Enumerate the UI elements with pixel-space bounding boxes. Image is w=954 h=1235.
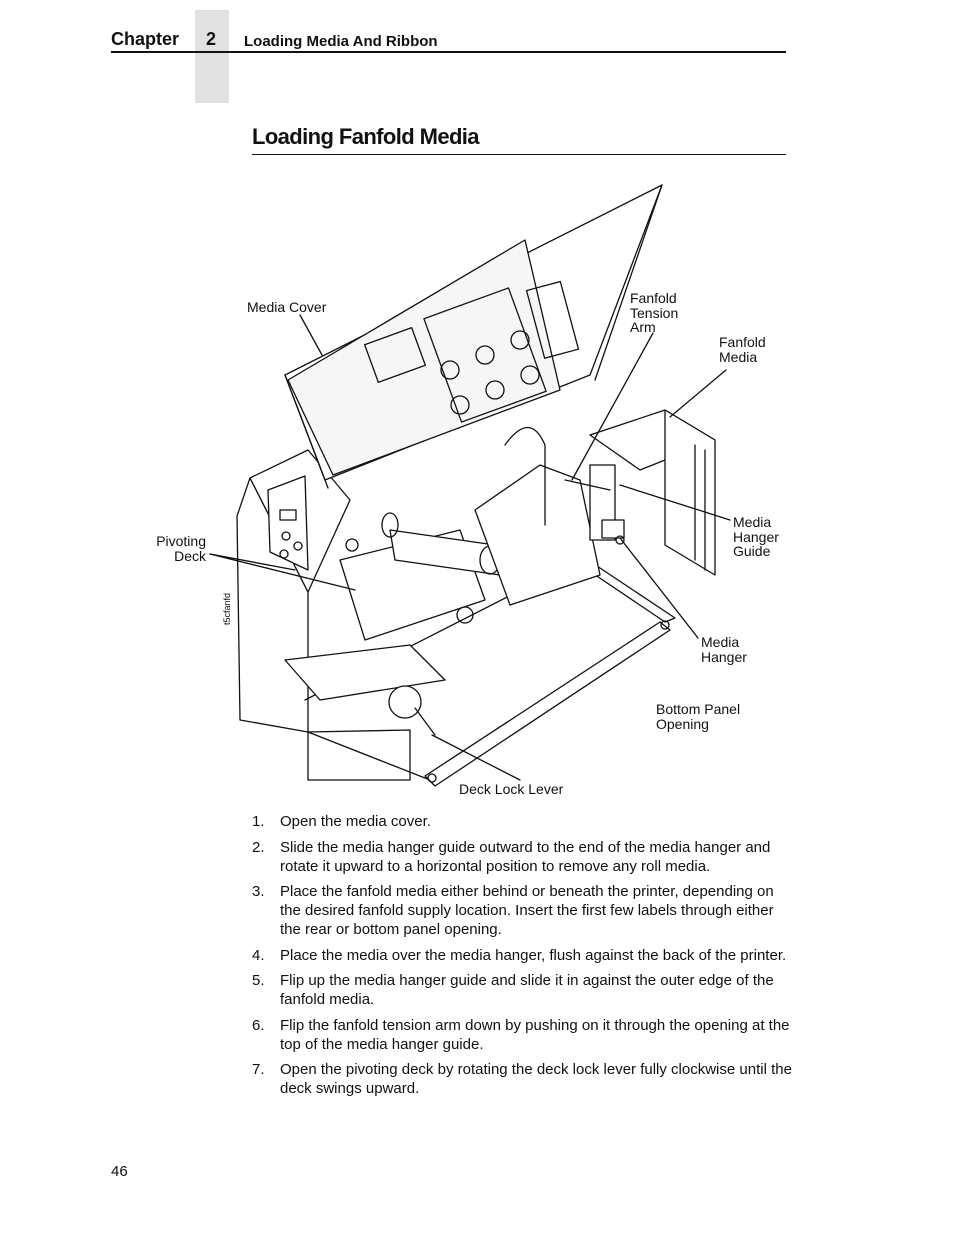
chapter-label: Chapter <box>111 29 180 49</box>
callout-media-cover: Media Cover <box>247 299 327 315</box>
callout-fanfold-tension-arm: Fanfold Tension Arm <box>630 290 679 335</box>
header-rule <box>111 51 786 53</box>
step-text: Flip the fanfold tension arm down by pushing on it through the opening at the top of the media hanger guide. <box>280 1016 790 1053</box>
step-item <box>252 838 792 876</box>
step-item <box>252 971 792 1009</box>
step-number: 7. <box>252 1061 265 1078</box>
step-item <box>252 812 792 831</box>
step-text: Place the media over the media hanger, flush against the back of the printer. <box>280 946 787 964</box>
step-item <box>252 1060 792 1098</box>
chapter-number: 2 <box>206 29 217 49</box>
step-number: 3. <box>252 883 265 900</box>
step-text: Place the fanfold media either behind or beneath the printer, depending on the desired fanfold supply location. Insert the first few labels through either the rear or bottom panel opening. <box>280 883 774 938</box>
title-rule <box>252 154 786 155</box>
procedure-steps <box>252 812 792 1105</box>
figure-file-tag: t5cfanfd <box>222 592 232 625</box>
step-number: 4. <box>252 946 265 964</box>
step-text: Slide the media hanger guide outward to the end of the media hanger and rotate it upward to a horizontal position to remove any roll media. <box>280 838 771 875</box>
leader-fanfold-media <box>670 370 726 417</box>
page-number: 46 <box>111 1163 128 1180</box>
printer-illustration <box>140 180 820 805</box>
step-item <box>252 882 792 939</box>
callout-fanfold-media: Fanfold Media <box>719 334 766 365</box>
section-title: Loading Fanfold Media <box>252 124 479 149</box>
callout-pivoting-deck: Pivoting Deck <box>156 533 206 564</box>
callout-deck-lock-lever: Deck Lock Lever <box>459 781 564 797</box>
step-item <box>252 946 792 965</box>
step-number: 1. <box>252 813 265 830</box>
step-text: Open the pivoting deck by rotating the deck lock lever fully clockwise until the deck swings upward. <box>280 1061 792 1097</box>
step-number: 6. <box>252 1016 265 1034</box>
chapter-title: Loading Media And Ribbon <box>244 33 438 50</box>
step-text: Flip up the media hanger guide and slide it in against the outer edge of the fanfold media. <box>280 972 774 1008</box>
step-item <box>252 1016 792 1054</box>
step-text: Open the media cover. <box>280 813 431 830</box>
step-number: 2. <box>252 838 265 856</box>
callout-media-hanger: Media Hanger <box>701 634 747 665</box>
leader-media-cover <box>300 315 322 355</box>
step-number: 5. <box>252 972 265 989</box>
callout-media-hanger-guide: Media Hanger Guide <box>733 514 779 559</box>
callout-bottom-panel-opening: Bottom Panel Opening <box>656 701 741 732</box>
chapter-tab <box>195 10 229 103</box>
